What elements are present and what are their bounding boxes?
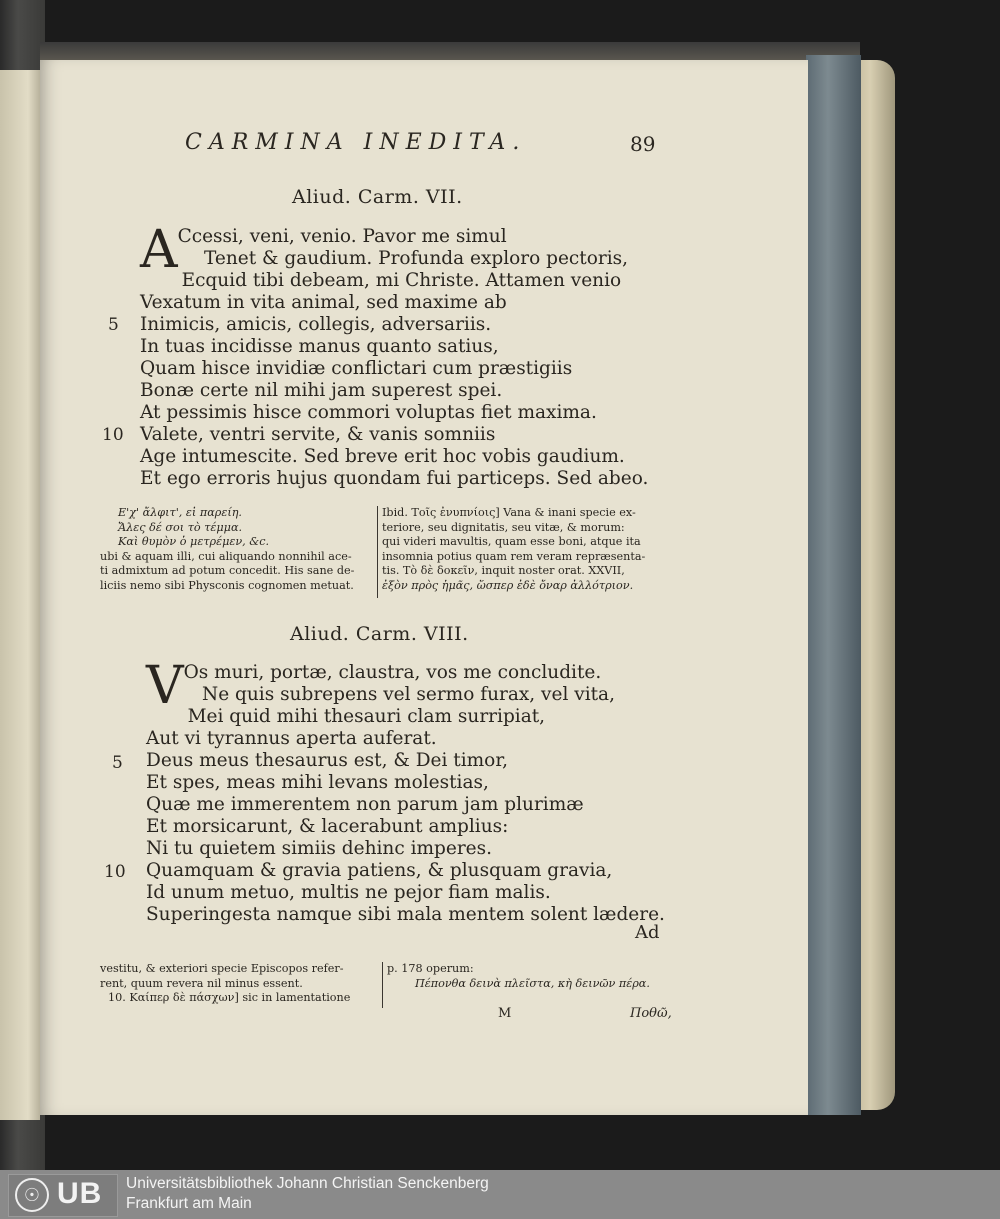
note-line: 10. Καίπερ δὲ πάσχων] sic in lamentatione xyxy=(108,991,351,1004)
line-number: 10 xyxy=(104,862,126,882)
note-line: vestitu, & exteriori specie Episcopos refer- xyxy=(100,962,344,975)
note-line: ἐξὸν πρὸς ἡμᾶς, ὥσπερ ἐδὲ ὄναρ ἀλλότριον. xyxy=(382,578,634,592)
line-number: 10 xyxy=(102,425,124,445)
poem-7-heading: Aliud. Carm. VII. xyxy=(292,186,463,208)
poem-line: Vexatum in vita animal, sed maxime ab xyxy=(140,292,507,313)
poem-line: A Ccessi, veni, venio. Pavor me simul xyxy=(140,220,507,280)
book-page xyxy=(40,60,808,1115)
bottom-greek: Ποθῶ, xyxy=(630,1006,672,1021)
poem-line: At pessimis hisce commori voluptas fiet maxima. xyxy=(140,402,597,423)
running-head: CARMINA INEDITA. xyxy=(185,130,527,155)
poem-7 xyxy=(140,220,660,490)
poem-line: Age intumescite. Sed breve erit hoc vobis gaudium. xyxy=(140,446,625,467)
note-line: Πέπονθα δεινὰ πλεῖστα, κὴ δεινῶν πέρα. xyxy=(415,976,650,990)
catchword: Ad xyxy=(635,922,660,943)
poem-line: Id unum metuo, multis ne pejor fiam malis. xyxy=(146,882,551,903)
poem-line: Quamquam & gravia patiens, & plusquam gravia, xyxy=(146,860,613,881)
poem-line: Et ego erroris hujus quondam fui particeps. Sed abeo. xyxy=(140,468,649,489)
poem-line: Quæ me immerentem non parum jam plurimæ xyxy=(146,794,584,815)
note-divider xyxy=(377,506,378,598)
library-location: Frankfurt am Main xyxy=(126,1195,252,1212)
line-number: 5 xyxy=(112,753,123,773)
note-line: teriore, seu dignitatis, seu vitæ, & morum: xyxy=(382,520,625,534)
poem-line: Et spes, meas mihi levans molestias, xyxy=(146,772,489,793)
note-line: Ε'χ' ἄλφιτ', εἰ παρείη. xyxy=(118,506,242,519)
poem-line: Tenet & gaudium. Profunda exploro pectoris, xyxy=(204,248,629,269)
note-line: rent, quum revera nil minus essent. xyxy=(100,976,303,990)
poem-line: Et morsicarunt, & lacerabunt amplius: xyxy=(146,816,509,837)
library-name: Universitätsbibliothek Johann Christian Senckenberg xyxy=(126,1175,489,1192)
poem-line: Valete, ventri servite, & vanis somniis xyxy=(140,424,496,445)
poem-line: Inimicis, amicis, collegis, adversariis. xyxy=(140,314,492,335)
page-number: 89 xyxy=(630,132,656,156)
signature-mark: M xyxy=(498,1006,512,1021)
poem-line: Deus meus thesaurus est, & Dei timor, xyxy=(146,750,509,771)
note-line: tis. Τὸ δὲ δοκεῖν, inquit noster orat. XXVII, xyxy=(382,564,625,577)
library-logo[interactable] xyxy=(8,1174,118,1217)
library-footer xyxy=(0,1170,1000,1219)
poem-line: Bonæ certe nil mihi jam superest spei. xyxy=(140,380,503,401)
poem-8-heading: Aliud. Carm. VIII. xyxy=(290,623,469,645)
drop-cap: V xyxy=(146,656,184,716)
note-line: insomnia potius quam rem veram repræsenta- xyxy=(382,549,646,563)
note-line: qui videri mavultis, quam esse boni, atque ita xyxy=(382,535,641,548)
poem-line: Superingesta namque sibi mala mentem solent lædere. xyxy=(146,904,665,925)
book-cover-right xyxy=(806,55,861,1115)
drop-cap: A xyxy=(140,220,178,280)
note-line: ubi & aquam illi, cui aliquando nonnihil ace- xyxy=(100,549,352,563)
poem-line: Aut vi tyrannus aperta auferat. xyxy=(146,728,437,749)
poem-line: Ne quis subrepens vel sermo furax, vel vita, xyxy=(202,684,615,705)
footnotes-left xyxy=(100,506,376,593)
note-line: p. 178 operum: xyxy=(387,962,474,975)
note-line: Καὶ θυμὸν ὁ μετρέμεν, &c. xyxy=(118,535,270,548)
seal-icon: ☉ xyxy=(15,1178,49,1212)
poem-line: Mei quid mihi thesauri clam surripiat, xyxy=(187,706,546,727)
poem-line: Ni tu quietem simiis dehinc imperes. xyxy=(146,838,492,859)
poem-line: In tuas incidisse manus quanto satius, xyxy=(140,336,499,357)
line-number: 5 xyxy=(108,315,119,335)
footnotes-right xyxy=(382,506,662,593)
poem-line: Ecquid tibi debeam, mi Christe. Attamen venio xyxy=(181,270,622,291)
facing-page-edge xyxy=(0,70,40,1120)
poem-line: V Os muri, portæ, claustra, vos me concludite. xyxy=(146,656,602,716)
note-line: ti admixtum ad potum concedit. His sane de- xyxy=(100,564,355,577)
footnotes-right xyxy=(387,962,667,991)
note-line: liciis nemo sibi Physconis cognomen metuat. xyxy=(100,578,354,592)
note-divider xyxy=(382,962,383,1008)
note-line: Ibid. Τοῖς ἐνυπνίοις] Vana & inani specie ex- xyxy=(382,506,636,519)
poem-8 xyxy=(146,656,666,926)
poem-line: Quam hisce invidiæ conflictari cum præstigiis xyxy=(140,358,573,379)
footnotes-left xyxy=(100,962,382,1006)
logo-text: UB xyxy=(57,1177,103,1210)
note-line: Ἄλες δέ σοι τὸ τέμμα. xyxy=(118,520,243,534)
